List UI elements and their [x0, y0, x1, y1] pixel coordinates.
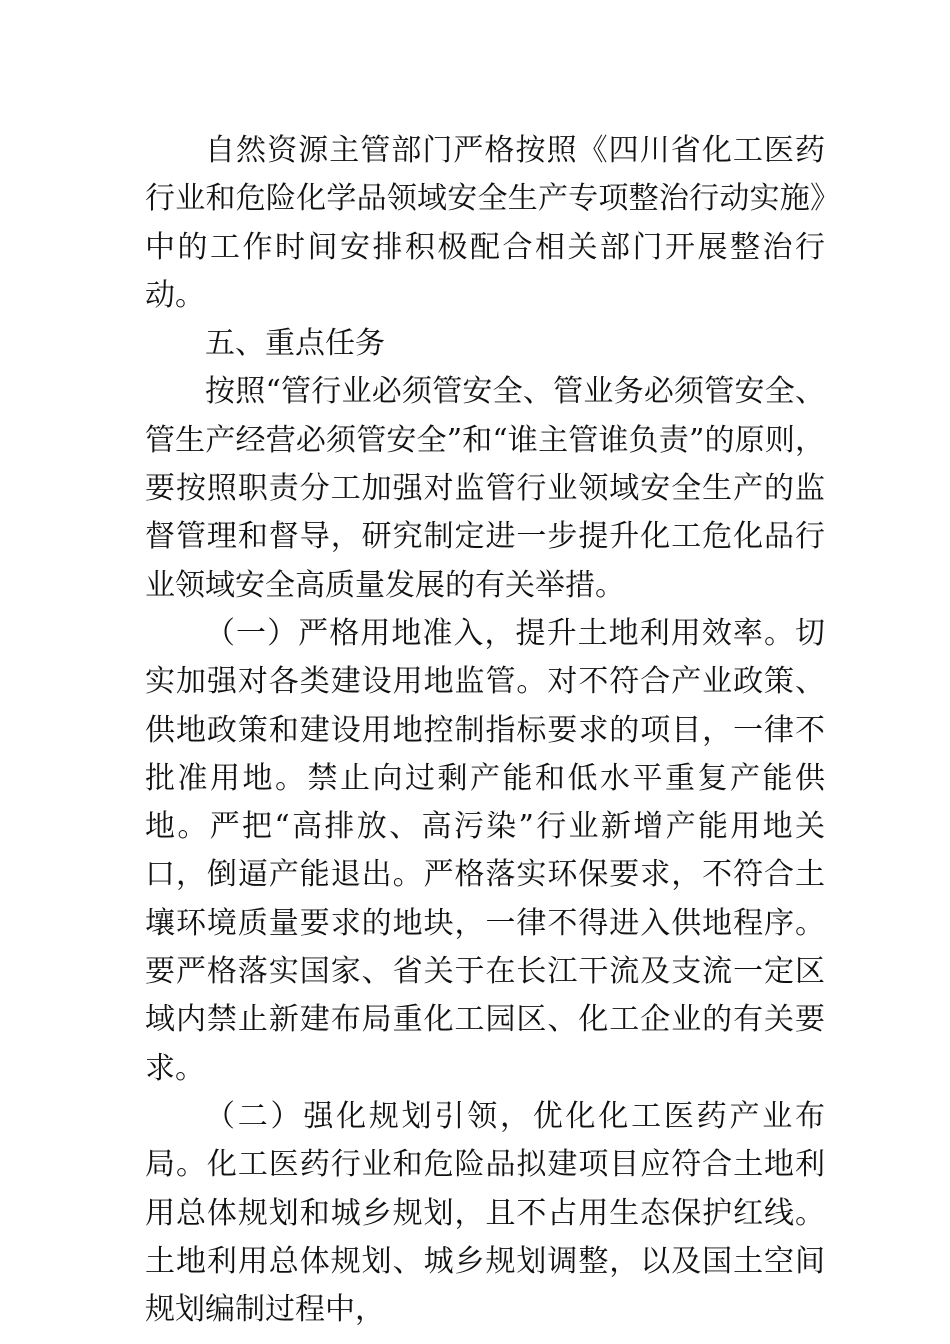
section-heading-key-tasks: 五、重点任务 — [205, 326, 385, 362]
paragraph-principle: 按照“管行业必须管安全、管业务必须管安全、管生产经营必须管安全”和“谁主管谁负责”的原则，要按照职责分工加强对监管行业领域安全生产的监督管理和督导，研究制定进一步提升化工危化品行业领域安全高质量发展的有关举措。 — [145, 374, 825, 603]
paragraph-item-2: （二）强化规划引领，优化化工医药产业布局。化工医药行业和危险品拟建项目应符合土地利用总体规划和城乡规划，且不占用生态保护红线。土地利用总体规划、城乡规划调整，以及国土空间规划编制过程中， — [145, 1098, 825, 1328]
paragraph-intro: 自然资源主管部门严格按照《四川省化工医药行业和危险化学品领域安全生产专项整治行动实施》中的工作时间安排积极配合相关部门开展整治行动。 — [145, 133, 825, 313]
document-body — [145, 127, 825, 1334]
paragraph-item-1: （一）严格用地准入，提升土地利用效率。切实加强对各类建设用地监管。对不符合产业政策、供地政策和建设用地控制指标要求的项目，一律不批准用地。禁止向过剩产能和低水平重复产能供地。严把“高排放、高污染”行业新增产能用地关口，倒逼产能退出。严格落实环保要求，不符合土壤环境质量要求的地块，一律不得进入供地程序。要严格落实国家、省关于在长江干流及支流一定区域内禁止新建布局重化工园区、化工企业的有关要求。 — [145, 615, 825, 1086]
